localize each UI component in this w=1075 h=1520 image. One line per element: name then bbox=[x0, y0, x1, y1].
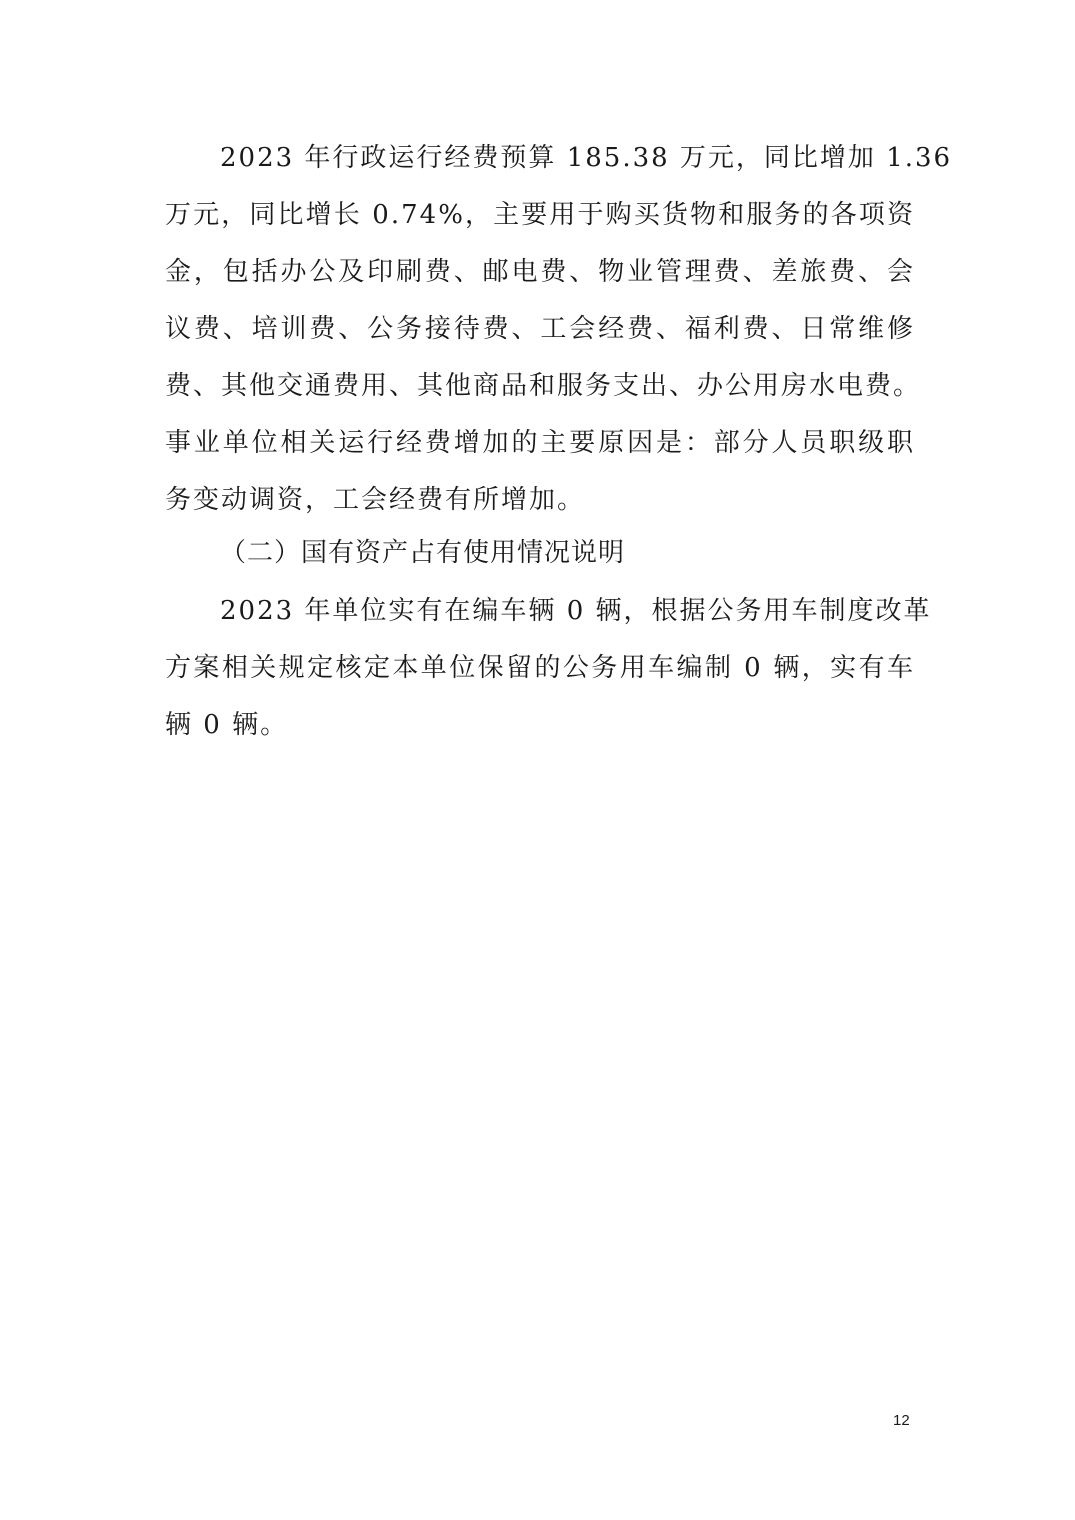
paragraph-line: 事业单位相关运行经费增加的主要原因是：部分人员职级职 bbox=[165, 428, 915, 458]
paragraph-line: 议费、培训费、公务接待费、工会经费、福利费、日常维修 bbox=[165, 314, 915, 344]
paragraph-line: 费、其他交通费用、其他商品和服务支出、办公用房水电费。 bbox=[165, 371, 922, 401]
paragraph-line: 辆 0 辆。 bbox=[165, 710, 289, 740]
section-heading: （二）国有资产占有使用情况说明 bbox=[220, 538, 626, 568]
paragraph-line: 方案相关规定核定本单位保留的公务用车编制 0 辆，实有车 bbox=[165, 653, 915, 683]
paragraph-line: 2023 年行政运行经费预算 185.38 万元，同比增加 1.36 bbox=[220, 143, 953, 173]
paragraph-line: 2023 年单位实有在编车辆 0 辆，根据公务用车制度改革 bbox=[220, 596, 932, 626]
paragraph-line: 金，包括办公及印刷费、邮电费、物业管理费、差旅费、会 bbox=[165, 257, 915, 287]
paragraph-line: 万元，同比增长 0.74%，主要用于购买货物和服务的各项资 bbox=[165, 200, 915, 230]
page-number: 12 bbox=[893, 1412, 910, 1429]
paragraph-line: 务变动调资，工会经费有所增加。 bbox=[165, 485, 586, 515]
